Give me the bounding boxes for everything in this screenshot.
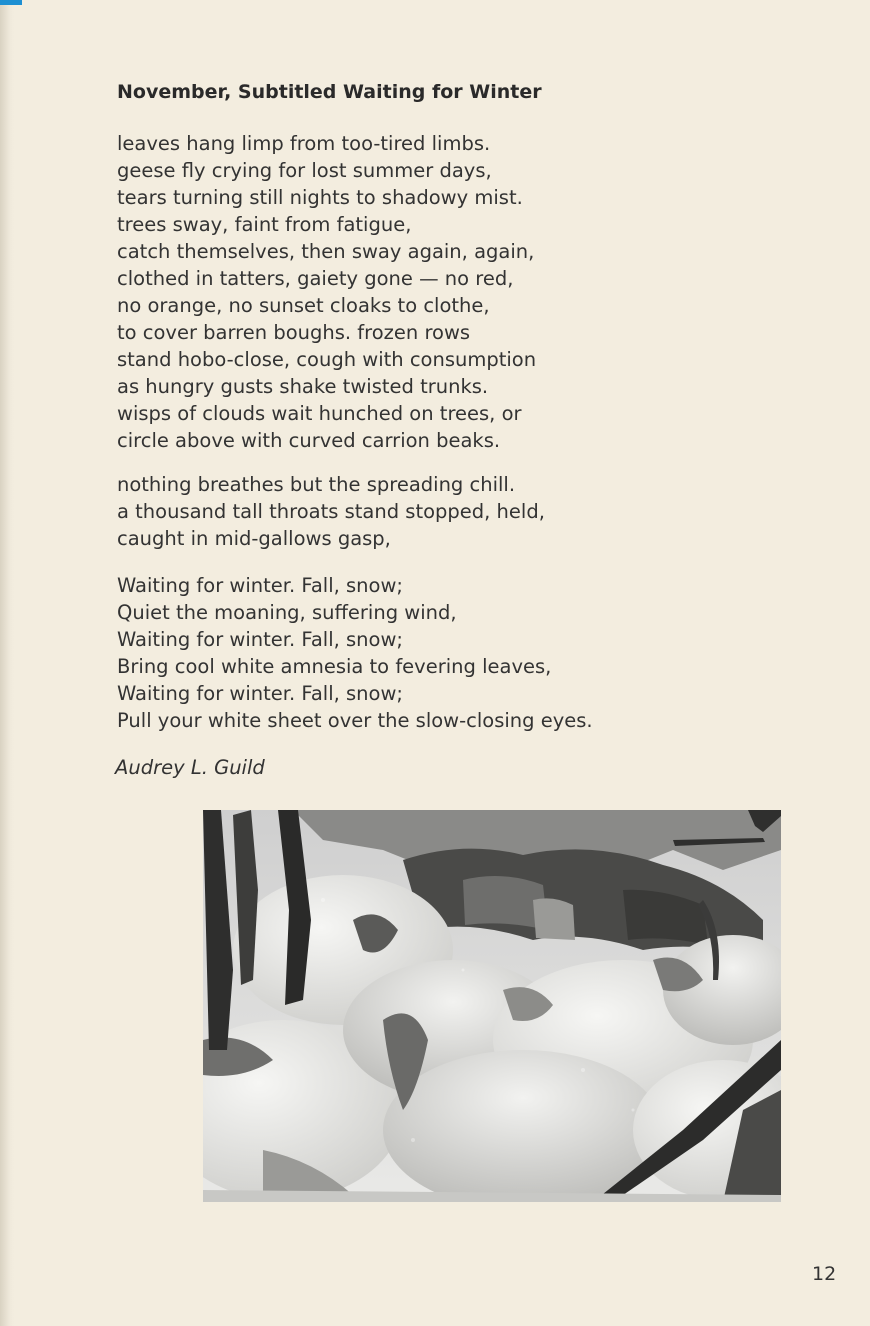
- poem-line: to cover barren boughs. frozen rows: [117, 321, 471, 344]
- stanza-2: [117, 471, 545, 552]
- poem-line: no orange, no sunset cloaks to clothe,: [117, 294, 490, 317]
- poem-line: circle above with curved carrion beaks.: [117, 429, 501, 452]
- poem-line: Waiting for winter. Fall, snow;: [117, 628, 403, 651]
- poem-line: Bring cool white amnesia to fevering leaves,: [117, 655, 552, 678]
- poem-line: as hungry gusts shake twisted trunks.: [117, 375, 489, 398]
- poem-line: stand hobo-close, cough with consumption: [117, 348, 537, 371]
- poem-line: catch themselves, then sway again, again,: [117, 240, 535, 263]
- page-binding-shadow: [0, 0, 14, 1326]
- stanza-1: [117, 130, 536, 454]
- poem-line: Pull your white sheet over the slow-closing eyes.: [117, 709, 593, 732]
- poem-line: clothed in tatters, gaiety gone — no red,: [117, 267, 514, 290]
- poem-title: November, Subtitled Waiting for Winter: [117, 81, 542, 103]
- snowy-stream-photo: [203, 810, 781, 1202]
- poem-line: caught in mid-gallows gasp,: [117, 527, 391, 550]
- poem-line: Waiting for winter. Fall, snow;: [117, 574, 403, 597]
- poem-line: nothing breathes but the spreading chill.: [117, 473, 516, 496]
- page-number: 12: [812, 1263, 837, 1285]
- stanza-3: [117, 572, 593, 734]
- corner-mark: [0, 0, 22, 5]
- poem-line: Waiting for winter. Fall, snow;: [117, 682, 403, 705]
- poem-line: geese fly crying for lost summer days,: [117, 159, 492, 182]
- poem-line: tears turning still nights to shadowy mist.: [117, 186, 523, 209]
- poem-line: trees sway, faint from fatigue,: [117, 213, 412, 236]
- poem-line: Quiet the moaning, suffering wind,: [117, 601, 457, 624]
- poem-line: wisps of clouds wait hunched on trees, or: [117, 402, 522, 425]
- poem-line: leaves hang limp from too-tired limbs.: [117, 132, 491, 155]
- poem-line: a thousand tall throats stand stopped, held,: [117, 500, 545, 523]
- poem-author: Audrey L. Guild: [115, 756, 265, 779]
